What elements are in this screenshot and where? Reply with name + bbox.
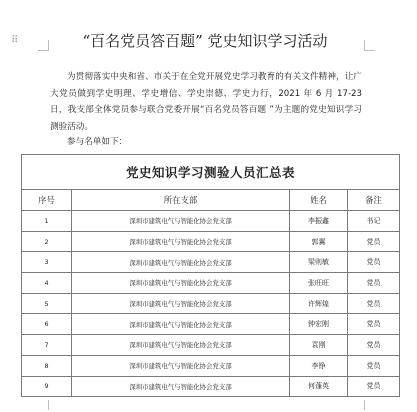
table-row — [22, 293, 400, 314]
row-branch: 深圳市建筑电气与智能化协会党支部 — [72, 335, 290, 356]
header-note: 备注 — [348, 190, 400, 211]
list-intro: 参与名单如下： — [67, 137, 128, 147]
row-note: 党员 — [348, 252, 400, 273]
row-name: 梁则敏 — [290, 252, 348, 273]
row-index: 3 — [22, 252, 72, 273]
row-branch: 深圳市建筑电气与智能化协会党支部 — [72, 376, 290, 397]
table-row — [22, 231, 400, 252]
row-index: 4 — [22, 273, 72, 294]
margin-corner-bottom-right — [364, 400, 375, 410]
row-index: 1 — [22, 211, 72, 232]
row-note: 党员 — [348, 231, 400, 252]
header-index: 序号 — [22, 190, 72, 211]
table-row — [22, 355, 400, 376]
drag-handle-icon[interactable]: ⠿ — [11, 35, 18, 46]
row-note: 党员 — [348, 376, 400, 397]
table-row — [22, 252, 400, 273]
row-branch: 深圳市建筑电气与智能化协会党支部 — [72, 273, 290, 294]
row-name: 何蓬英 — [290, 376, 348, 397]
row-name: 郭翼 — [290, 231, 348, 252]
header-branch: 所在支部 — [72, 190, 290, 211]
row-branch: 深圳市建筑电气与智能化协会党支部 — [72, 211, 290, 232]
row-branch: 深圳市建筑电气与智能化协会党支部 — [72, 231, 290, 252]
row-name: 李铮 — [290, 355, 348, 376]
table-row — [22, 376, 400, 397]
table-row — [22, 273, 400, 294]
row-branch: 深圳市建筑电气与智能化协会党支部 — [72, 314, 290, 335]
row-index: 5 — [22, 293, 72, 314]
row-index: 6 — [22, 314, 72, 335]
row-note: 党员 — [348, 273, 400, 294]
table-row — [22, 211, 400, 232]
row-branch: 深圳市建筑电气与智能化协会党支部 — [72, 293, 290, 314]
summary-table — [21, 154, 400, 397]
row-index: 7 — [22, 335, 72, 356]
row-note: 书记 — [348, 211, 400, 232]
table-row — [22, 335, 400, 356]
row-index: 2 — [22, 231, 72, 252]
margin-corner-bottom-left — [38, 400, 49, 410]
row-name: 张旺旺 — [290, 273, 348, 294]
row-note: 党员 — [348, 355, 400, 376]
header-name: 姓名 — [290, 190, 348, 211]
row-name: 许辉煌 — [290, 293, 348, 314]
table-row — [22, 314, 400, 335]
summary-table-wrapper — [21, 154, 399, 397]
row-note: 党员 — [348, 293, 400, 314]
row-index: 9 — [22, 376, 72, 397]
intro-paragraph: 为贯彻落实中央和省、市关于在全党开展党史学习教育的有关文件精神，让广大党员做到学史明理、学史增信、学史崇德、学史力行，2021 年 6 月 17-23 日，我支部全体党员参与联合党委开展“百名党员答百题 ”为主题的党史知识学习测验活动。 — [50, 72, 362, 132]
table-title: 党史知识学习测验人员汇总表 — [22, 155, 400, 190]
row-name: 李振鑫 — [290, 211, 348, 232]
row-index: 8 — [22, 355, 72, 376]
row-name: 袁刚 — [290, 335, 348, 356]
row-name: 钟宏刚 — [290, 314, 348, 335]
row-branch: 深圳市建筑电气与智能化协会党支部 — [72, 252, 290, 273]
row-branch: 深圳市建筑电气与智能化协会党支部 — [72, 355, 290, 376]
document-title: “百名党员答百题” 党史知识学习活动 — [82, 32, 328, 50]
row-note: 党员 — [348, 314, 400, 335]
table-header-row — [22, 190, 400, 211]
row-note: 党员 — [348, 335, 400, 356]
